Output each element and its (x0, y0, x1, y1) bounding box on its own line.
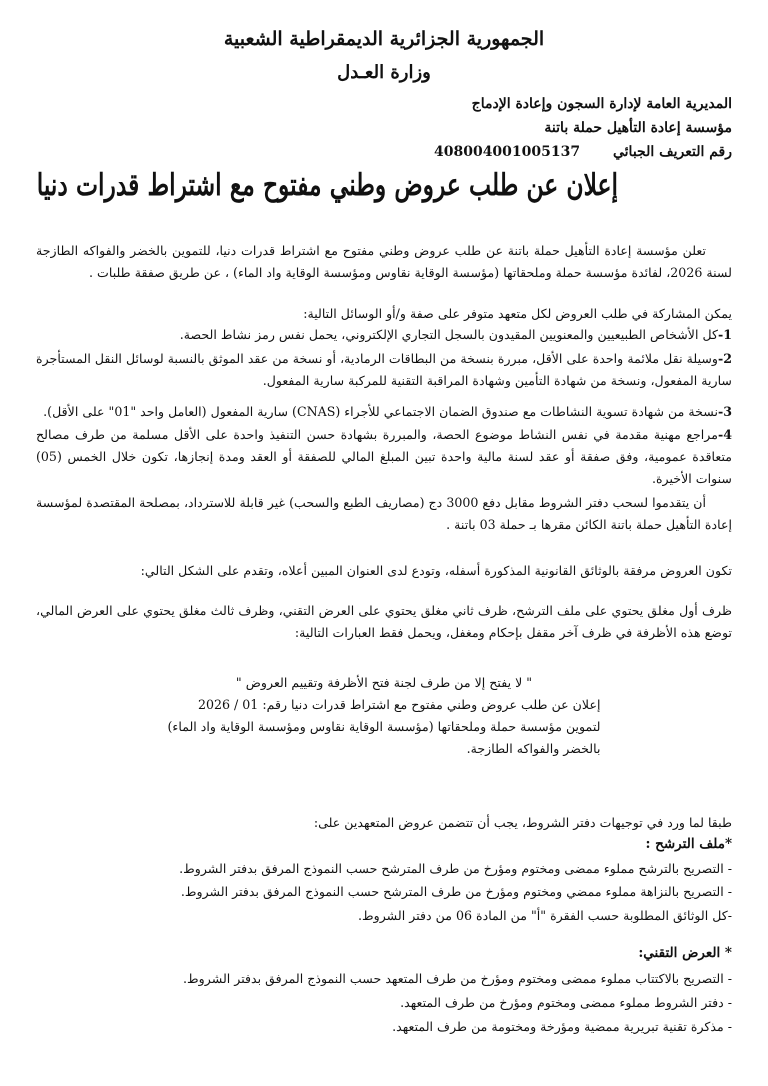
terms-intro: طبقا لما ورد في توجيهات دفتر الشروط، يجب أن تتضمن عروض المتعهدين على: (313, 815, 732, 830)
envelopes-paragraph: ظرف أول مغلق يحتوي على ملف الترشح، ظرف ثاني مغلق يحتوي على العرض التقني، وظرف ثالث مغلق يحتوي على العرض المالي، توضع هذه الأظرفة في ظرف آخر مقفل بإحكام ومغفل، ويحمل فقط العبارات التالية: (36, 603, 732, 640)
tax-id-value: 408004001005137 (433, 144, 581, 160)
condition-item (36, 424, 732, 490)
directorate-name: المديرية العامة لإدارة السجون وإعادة الإدماج (471, 96, 732, 112)
envelope-label-line: لتموين مؤسسة حملة وملحقاتها (مؤسسة الوقاية نقاوس ومؤسسة الوقاية واد الماء) (167, 719, 601, 734)
condition-text: مراجع مهنية مقدمة في نفس النشاط موضوع الحصة، والمبررة بشهادة حسن التنفيذ واحدة على الأقل مسلمة من طرف مصالح متعاقدة عمومية، وفق صفقة أو عقد لسنة مالية واحدة تبين المبلغ المالي للصفقة أو العقد ومدة إنجازها، تكون خلال الخمس (05) سنوات الأخيرة. (36, 427, 732, 486)
condition-text: كل الأشخاص الطبيعيين والمعنويين المقيدون بالسجل التجاري الإلكتروني، يحمل نفس رمز نشاط الحصة. (179, 327, 718, 342)
list-item: - التصريح بالنزاهة مملوء ممضي ومختوم ومؤرخ من طرف المترشح حسب النموذج المرفق بدفتر الشروط. (180, 884, 732, 899)
condition-number: 2- (718, 351, 732, 366)
list-item: - دفتر الشروط مملوء ممضى ومختوم ومؤرخ من طرف المتعهد. (400, 995, 732, 1010)
condition-text: وسيلة نقل ملائمة واحدة على الأقل، مبررة بنسخة من البطاقات الرمادية، أو نسخة من عقد الموثق بالنسبة لوسائل النقل المستأجرة سارية المفعول، ونسخة من شهادة التأمين وشهادة المراقبة التقنية للمركبة سارية المفعول. (36, 351, 732, 388)
envelope-label-line: إعلان عن طلب عروض وطني مفتوح مع اشتراط قدرات دنيا رقم: 01 / 2026 (197, 697, 601, 712)
conditions-heading: يمكن المشاركة في طلب العروض لكل متعهد متوفر على صفة و/أو الوسائل التالية: (303, 306, 732, 321)
list-item: - التصريح بالاكتتاب مملوء ممضى ومختوم ومؤرخ من طرف المتعهد حسب النموذج المرفق بدفتر الشروط. (183, 971, 732, 986)
tax-id-line (434, 144, 732, 160)
list-item: -كل الوثائق المطلوبة حسب الفقرة "أ" من المادة 06 من دفتر الشروط. (358, 908, 732, 923)
republic-title: الجمهورية الجزائرية الديمقراطية الشعبية (223, 28, 545, 50)
list-item: - مذكرة تقنية تبريرية ممضية ومؤرخة ومختومة من طرف المتعهد. (392, 1019, 732, 1034)
condition-item (36, 324, 732, 346)
condition-text: نسخة من شهادة تسوية النشاطات مع صندوق الضمان الاجتماعي للأجراء (CNAS) سارية المفعول (العامل واحد "01" على الأقل). (43, 404, 718, 419)
institution-name: مؤسسة إعادة التأهيل حملة باتنة (544, 120, 732, 136)
technical-offer-title: * العرض التقني: (638, 945, 732, 961)
condition-item (36, 348, 732, 392)
withdraw-paragraph: أن يتقدموا لسحب دفتر الشروط مقابل دفع 3000 دج (مصاريف الطبع والسحب) غير قابلة للاسترداد، بمصلحة المقتصدة لمؤسسة إعادة التأهيل حملة باتنة الكائن مقرها بـ حملة 03 باتنة . (36, 495, 732, 532)
list-item: - التصريح بالترشح مملوء ممضى ومختوم ومؤرخ من طرف المترشح حسب النموذج المرفق بدفتر الشروط. (179, 861, 732, 876)
envelope-label-line: بالخضر والفواكه الطازجة. (466, 741, 601, 756)
condition-number: 3- (718, 404, 732, 419)
submission-paragraph: تكون العروض مرفقة بالوثائق القانونية المذكورة أسفله، وتودع لدى العنوان المبين أعلاه، وتقدم على الشكل التالي: (140, 563, 732, 578)
announcement-headline: إعلان عن طلب عروض وطني مفتوح مع اشتراط قدرات دنيا (36, 168, 619, 203)
intro-paragraph: تعلن مؤسسة إعادة التأهيل حملة باتنة عن طلب عروض وطني مفتوح مع اشتراط قدرات دنيا، للتموين بالخضر والفواكه الطازجة لسنة 2026، لفائدة مؤسسة حملة وملحقاتها (مؤسسة الوقاية نقاوس ومؤسسة الوقاية واد الماء) ، عن طريق صفقة طلبات . (36, 243, 732, 280)
condition-number: 4- (718, 427, 732, 442)
condition-number: 1- (718, 327, 732, 342)
envelope-label-block (0, 672, 768, 760)
condition-item (36, 401, 732, 423)
ministry-title: وزارة العـدل (337, 62, 431, 83)
candidacy-title: *ملف الترشح : (645, 836, 732, 852)
envelope-label-line: " لا يفتح إلا من طرف لجنة فتح الأظرفة وتقييم العروض " (235, 675, 533, 690)
tax-id-label: رقم التعريف الجبائي (612, 144, 732, 160)
